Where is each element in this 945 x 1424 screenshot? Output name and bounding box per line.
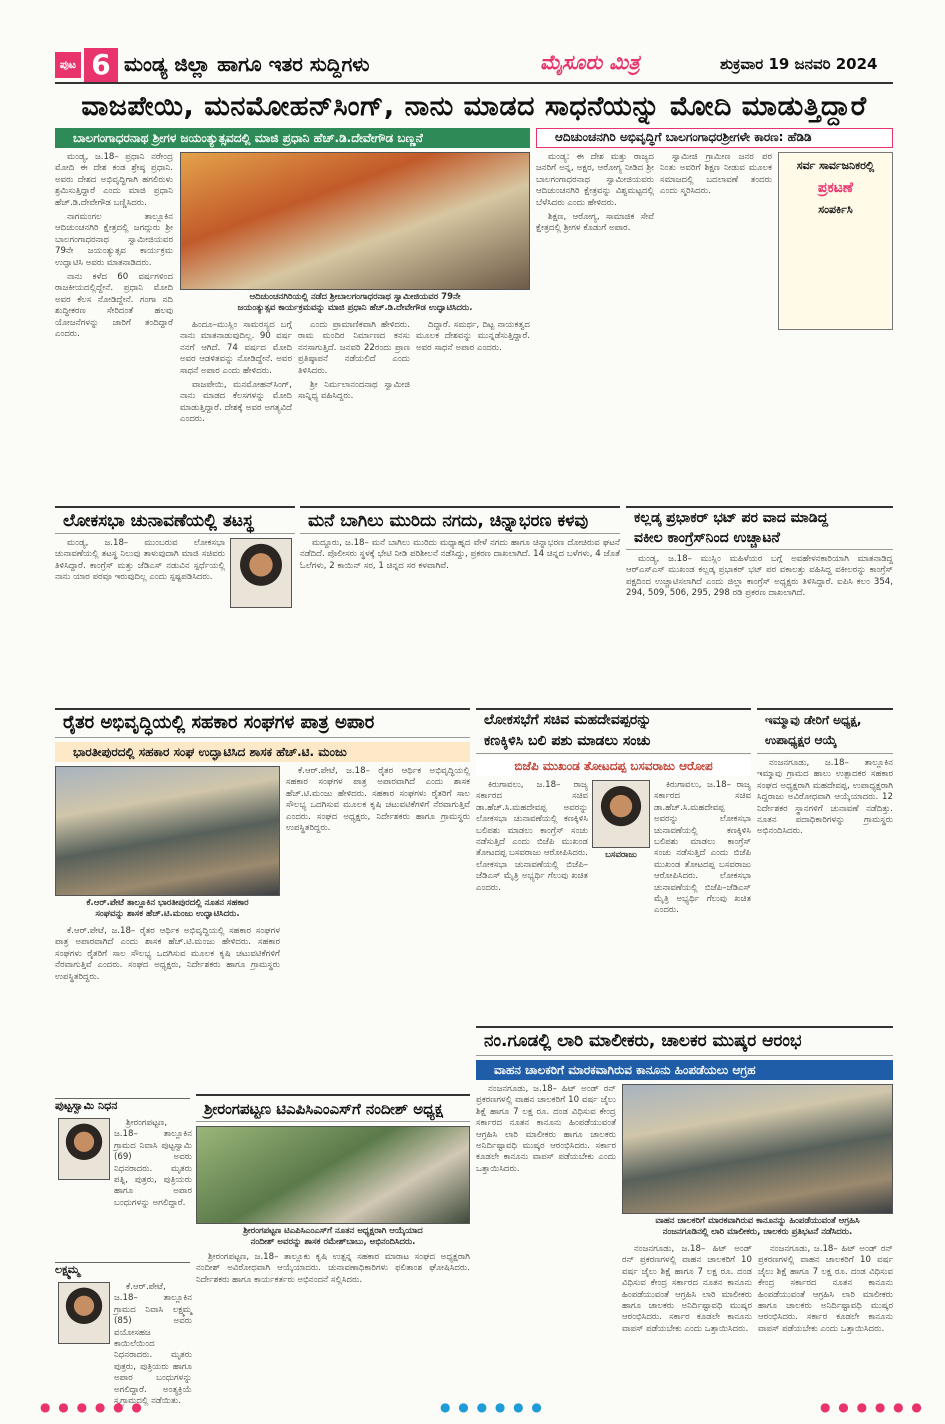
lead-headline: ವಾಜಪೇಯಿ, ಮನಮೋಹನ್‌ಸಿಂಗ್, ನಾನು ಮಾಡದ ಸಾಧನೆಯನ್ನು ಮೋದಿ ಮಾಡುತ್ತಿದ್ದಾರೆ [81,91,867,122]
paragraph: ಮಂಡ್ಯ: ಈ ದೇಶ ಮತ್ತು ರಾಜ್ಯದ ಜನರಿಗೆ ಅನ್ನ, ಅಕ್ಷರ, ಆರೋಗ್ಯ ನೀಡಿದ ಶ್ರೀ ಬಾಲಗಂಗಾಧರನಾಥ ಸ್ವಾಮೀಜಿಯವರು ಆದಿಚುಂಚನಗಿರಿ ಕ್ಷೇತ್ರವನ್ನು ವಿಶ್ವಮಟ್ಟದಲ್ಲಿ ಬೆಳೆಸಿದರು ಎಂದು ಹೇಳಿದರು. [536,152,654,208]
paragraph: ಮಂಡ್ಯ, ಜ.18– ಪ್ರಧಾನಿ ನರೇಂದ್ರ ಮೋದಿ ಈ ದೇಶ ಕಂಡ ಶ್ರೇಷ್ಠ ಪ್ರಧಾನಿ. ಅವರು ದೇಶದ ಅಭಿವೃದ್ಧಿಗಾಗಿ ಹಗಲಿರುಳು ಶ್ರಮಿಸುತ್ತಿದ್ದಾರೆ ಎಂದು ಮಾಜಿ ಪ್ರಧಾನಿ ಹೆಚ್.ಡಿ.ದೇವೇಗೌಡ ಬಣ್ಣಿಸಿದರು. [55,152,173,208]
tapcms-photo-caption [196,1226,470,1250]
obit-1-body [114,1118,192,1258]
printer-marks-center: ● ● ● ● ● ● [440,1400,544,1414]
caption-line: ಸಂಘವನ್ನು ಶಾಸಕ ಹೆಚ್.ಟಿ.ಮಂಜು ಉದ್ಘಾಟಿಸಿದರು. [95,909,240,919]
lead-photo-caption [180,292,530,316]
lead-col-4 [416,320,530,500]
minister-body [476,780,588,1020]
obit-2-body [114,1282,192,1407]
obit-1-portrait [58,1118,110,1180]
coop-photo [55,766,280,896]
strike-photo-caption [622,1216,893,1240]
paragraph: ನಂಜನಗೂಡು, ಜ.18– ಹಿಟ್ ಅಂಡ್ ರನ್ ಪ್ರಕರಣಗಳಲ್ಲಿ ವಾಹನ ಚಾಲಕರಿಗೆ 10 ವರ್ಷ ಜೈಲು ಶಿಕ್ಷೆ ಹಾಗೂ 7 ಲಕ್ಷ ರೂ. ದಂಡ ವಿಧಿಸುವ ಕೇಂದ್ರ ಸರ್ಕಾರದ ನೂತನ ಕಾನೂನು ಹಿಂಪಡೆಯುವಂತೆ ಆಗ್ರಹಿಸಿ ಲಾರಿ ಮಾಲೀಕರು ಹಾಗೂ ಚಾಲಕರು ಅನಿರ್ದಿಷ್ಟಾವಧಿ ಮುಷ್ಕರ ಆರಂಭಿಸಿದರು. ಸರ್ಕಾರ ಕೂಡಲೇ ಕಾನೂನು ವಾಪಸ್ ಪಡೆಯಬೇಕು ಎಂದು ಒತ್ತಾಯಿಸಿದರು. [476,1084,616,1174]
page-label: ಪುಟ [55,52,81,78]
issue-date: ಶುಕ್ರವಾರ 19 ಜನವರಿ 2024 [720,55,878,73]
strike-headline: ನಂ.ಗೂಡಲ್ಲಿ ಲಾರಿ ಮಾಲೀಕರು, ಚಾಲಕರ ಮುಷ್ಕರ ಆರಂಭ [476,1026,893,1056]
paragraph: ಶ್ರೀ ನಿರ್ಮಲಾನಂದನಾಥ ಸ್ವಾಮೀಜಿ ಸಾನ್ನಿಧ್ಯ ವಹಿಸಿದ್ದರು. [298,380,410,402]
theft-body [300,538,620,700]
paragraph: ನಂಜನಗೂಡು, ಜ.18– ಹಿಟ್ ಅಂಡ್ ರನ್ ಪ್ರಕರಣಗಳಲ್ಲಿ ವಾಹನ ಚಾಲಕರಿಗೆ 10 ವರ್ಷ ಜೈಲು ಶಿಕ್ಷೆ ಹಾಗೂ 7 ಲಕ್ಷ ರೂ. ದಂಡ ವಿಧಿಸುವ ಕೇಂದ್ರ ಸರ್ಕಾರದ ನೂತನ ಕಾನೂನು ಹಿಂಪಡೆಯುವಂತೆ ಆಗ್ರಹಿಸಿ ಲಾರಿ ಮಾಲೀಕರು ಹಾಗೂ ಚಾಲಕರು ಅನಿರ್ದಿಷ್ಟಾವಧಿ ಮುಷ್ಕರ ಆರಂಭಿಸಿದರು. ಸರ್ಕಾರ ಕೂಡಲೇ ಕಾನೂನು ವಾಪಸ್ ಪಡೆಯಬೇಕು ಎಂದು ಒತ್ತಾಯಿಸಿದರು. [758,1244,893,1334]
headline-line: ಇಮ್ಮಾವು ಡೇರಿಗೆ ಅಧ್ಯಕ್ಷ, [765,713,862,727]
ad-line: ಸರ್ವ ಸಾರ್ವಜನಿಕರಲ್ಲಿ [796,159,875,172]
paragraph: ಕೆ.ಆರ್.ಪೇಟೆ, ಜ.18– ರೈತರ ಆರ್ಥಿಕ ಅಭಿವೃದ್ಧಿಯಲ್ಲಿ ಸಹಕಾರ ಸಂಘಗಳ ಪಾತ್ರ ಅಪಾರವಾಗಿದೆ ಎಂದು ಶಾಸಕ ಹೆಚ್.ಟಿ.ಮಂಜು ಹೇಳಿದರು. ಸಹಕಾರ ಸಂಘಗಳು ರೈತರಿಗೆ ಸಾಲ ಸೌಲಭ್ಯ ಒದಗಿಸುವ ಮೂಲಕ ಕೃಷಿ ಚಟುವಟಿಕೆಗಳಿಗೆ ನೆರವಾಗುತ್ತಿವೆ ಎಂದರು. ಸಂಘದ ಅಧ್ಯಕ್ಷರು, ನಿರ್ದೇಶಕರು ಹಾಗೂ ಗ್ರಾಮಸ್ಥರು ಉಪಸ್ಥಿತರಿದ್ದರು. [286,766,470,834]
headline-line: ಕಣಕ್ಕಿಳಿಸಿ ಬಲಿ ಪಶು ಮಾಡಲು ಸಂಚು [484,733,651,749]
lead-col-5 [536,152,654,500]
strike-photo [622,1084,893,1214]
strike-subhead: ವಾಹನ ಚಾಲಕರಿಗೆ ಮಾರಕವಾಗಿರುವ ಕಾನೂನು ಹಿಂಪಡೆಯಲು ಆಗ್ರಹ [476,1060,893,1080]
paragraph: ಕೆ.ಆರ್.ಪೇಟೆ, ಜ.18– ರೈತರ ಆರ್ಥಿಕ ಅಭಿವೃದ್ಧಿಯಲ್ಲಿ ಸಹಕಾರ ಸಂಘಗಳ ಪಾತ್ರ ಅಪಾರವಾಗಿದೆ ಎಂದು ಶಾಸಕ ಹೆಚ್.ಟಿ.ಮಂಜು ಹೇಳಿದರು. ಸಹಕಾರ ಸಂಘಗಳು ರೈತರಿಗೆ ಸಾಲ ಸೌಲಭ್ಯ ಒದಗಿಸುವ ಮೂಲಕ ಕೃಷಿ ಚಟುವಟಿಕೆಗಳಿಗೆ ನೆರವಾಗುತ್ತಿವೆ ಎಂದರು. ಸಂಘದ ಅಧ್ಯಕ್ಷರು, ನಿರ್ದೇಶಕರು ಹಾಗೂ ಗ್ರಾಮಸ್ಥರು ಉಪಸ್ಥಿತರಿದ್ದರು. [55,926,280,982]
lead-col-2 [180,320,292,500]
paragraph: ಕಿರುಗಾವಲು, ಜ.18– ರಾಜ್ಯ ಸರ್ಕಾರದ ಸಚಿವ ಡಾ.ಹೆಚ್.ಸಿ.ಮಹದೇವಪ್ಪ ಅವರನ್ನು ಲೋಕಸಭಾ ಚುನಾವಣೆಯಲ್ಲಿ ಕಣಕ್ಕಿಳಿಸಿ ಬಲಿಪಶು ಮಾಡಲು ಕಾಂಗ್ರೆಸ್ ಸಂಚು ನಡೆಸುತ್ತಿದೆ ಎಂದು ಬಿಜೆಪಿ ಮುಖಂಡ ತೋಟದಪ್ಪ ಬಸವರಾಜು ಆರೋಪಿಸಿದರು. ಲೋಕಸಭಾ ಚುನಾವಣೆಯಲ್ಲಿ ಬಿಜೆಪಿ–ಜೆಡಿಎಸ್ ಮೈತ್ರಿ ಅಭ್ಯರ್ಥಿ ಗೆಲುವು ಖಚಿತ ಎಂದರು. [654,780,751,916]
paragraph: ನಂಜನಗೂಡು, ಜ.18– ತಾಲ್ಲೂಕಿನ ಇಮ್ಮಾವು ಗ್ರಾಮದ ಹಾಲು ಉತ್ಪಾದಕರ ಸಹಕಾರ ಸಂಘದ ಅಧ್ಯಕ್ಷರಾಗಿ ಮಹದೇವಪ್ಪ, ಉಪಾಧ್ಯಕ್ಷರಾಗಿ ಸಿದ್ದರಾಜು ಅವಿರೋಧವಾಗಿ ಆಯ್ಕೆಯಾದರು. 12 ನಿರ್ದೇಶಕರ ಸ್ಥಾನಗಳಿಗೆ ಚುನಾವಣೆ ನಡೆದಿತ್ತು. ನೂತನ ಪದಾಧಿಕಾರಿಗಳನ್ನು ಗ್ರಾಮಸ್ಥರು ಅಭಿನಂದಿಸಿದರು. [757,758,893,837]
caption-line: ನಂದೀಶ್ ಅವರನ್ನು ಶಾಸಕ ರಮೇಶ್‌ಬಾಬು, ಅಭಿನಂದಿಸಿದರು. [250,1237,416,1247]
lead-col-3 [298,320,410,500]
coop-body [286,766,470,1091]
brand-logo: ಮೈಸೂರು ಮಿತ್ರ [540,50,640,74]
loksabha-portrait [230,538,292,608]
minister-photo-label: ಬಸವರಾಜು [605,850,637,860]
lead-photo [180,152,530,290]
caption-line: ಶ್ರೀರಂಗಪಟ್ಟಣ ಟಿಎಪಿಸಿಎಂಎಸ್‌ಗೆ ನೂತನ ಅಧ್ಯಕ್ಷರಾಗಿ ಆಯ್ಕೆಯಾದ [243,1226,423,1236]
paragraph: ನಂಜನಗೂಡು, ಜ.18– ಹಿಟ್ ಅಂಡ್ ರನ್ ಪ್ರಕರಣಗಳಲ್ಲಿ ವಾಹನ ಚಾಲಕರಿಗೆ 10 ವರ್ಷ ಜೈಲು ಶಿಕ್ಷೆ ಹಾಗೂ 7 ಲಕ್ಷ ರೂ. ದಂಡ ವಿಧಿಸುವ ಕೇಂದ್ರ ಸರ್ಕಾರದ ನೂತನ ಕಾನೂನು ಹಿಂಪಡೆಯುವಂತೆ ಆಗ್ರಹಿಸಿ ಲಾರಿ ಮಾಲೀಕರು ಹಾಗೂ ಚಾಲಕರು ಅನಿರ್ದಿಷ್ಟಾವಧಿ ಮುಷ್ಕರ ಆರಂಭಿಸಿದರು. ಸರ್ಕಾರ ಕೂಡಲೇ ಕಾನೂನು ವಾಪಸ್ ಪಡೆಯಬೇಕು ಎಂದು ಒತ್ತಾಯಿಸಿದರು. [622,1244,752,1334]
paragraph: ಮದ್ದೂರು, ಜ.18– ಮನೆ ಬಾಗಿಲು ಮುರಿದು ಮಧ್ಯಾಹ್ನದ ವೇಳೆ ನಗದು ಹಾಗೂ ಚಿನ್ನಾಭರಣ ದೋಚಿರುವ ಘಟನೆ ನಡೆದಿದೆ. ಪೊಲೀಸರು ಸ್ಥಳಕ್ಕೆ ಭೇಟಿ ನೀಡಿ ಪರಿಶೀಲನೆ ನಡೆಸಿದ್ದು, ಪ್ರಕರಣ ದಾಖಲಾಗಿದೆ. 14 ಚಿನ್ನದ ಬಳೆಗಳು, 4 ಜೊತೆ ಓಲೆಗಳು, 2 ಕಾಯಿನ್ ಸರ, 1 ಚಿನ್ನದ ಸರ ಕಳವಾಗಿವೆ. [300,538,620,571]
lead-subhead: ಬಾಲಗಂಗಾಧರನಾಥ ಶ್ರೀಗಳ ಜಯಂತ್ಯುತ್ಸವದಲ್ಲಿ ಮಾಜಿ ಪ್ರಧಾನಿ ಹೆಚ್.ಡಿ.ದೇವೇಗೌಡ ಬಣ್ಣನೆ [55,128,530,148]
election-headline [757,708,893,754]
paragraph: ಕೆ.ಆರ್.ಪೇಟೆ, ಜ.18– ತಾಲ್ಲೂಕಿನ ಗ್ರಾಮದ ನಿವಾಸಿ ಲಕ್ಷ್ಮಮ್ಮ (85) ಅವರು ವಯೋಸಹಜ ಕಾಯಿಲೆಯಿಂದ ನಿಧನರಾದರು. ಮೃತರು ಪುತ್ರರು, ಪುತ್ರಿಯರು ಹಾಗೂ ಅಪಾರ ಬಂಧುಗಳನ್ನು ಅಗಲಿದ್ದಾರೆ. ಅಂತ್ಯಕ್ರಿಯೆ ಸ್ವಗ್ರಾಮದಲ್ಲಿ ನಡೆಯಿತು. [114,1282,192,1407]
caption-line: ಜಯಂತ್ಯುತ್ಸವ ಕಾರ್ಯಕ್ರಮವನ್ನು ಮಾಜಿ ಪ್ರಧಾನಿ ಹೆಚ್.ಡಿ.ದೇವೇಗೌಡ ಉದ್ಘಾಟಿಸಿದರು. [237,303,473,313]
loksabha-body [55,538,225,700]
paragraph: ನಾನು ಕಳೆದ 60 ವರ್ಷಗಳಿಂದ ರಾಜಕೀಯದಲ್ಲಿದ್ದೇನೆ. ಪ್ರಧಾನಿ ಮೋದಿ ಅವರ ಕೆಲಸ ನೋಡಿದ್ದೇನೆ. ಗಂಗಾ ನದಿ ಶುದ್ಧೀಕರಣ ಸೇರಿದಂತೆ ಹಲವು ಯೋಜನೆಗಳನ್ನು ಜಾರಿಗೆ ತಂದಿದ್ದಾರೆ ಎಂದರು. [55,272,173,340]
headline-line: ಉಪಾಧ್ಯಕ್ಷರ ಆಯ್ಕೆ [765,733,837,747]
paragraph: ಶ್ರೀರಂಗಪಟ್ಟಣ, ಜ.18– ತಾಲ್ಲೂಕಿನ ಗ್ರಾಮದ ನಿವಾಸಿ ಪುಟ್ಟಸ್ವಾಮಿ (69) ಅವರು ನಿಧನರಾದರು. ಮೃತರು ಪತ್ನಿ, ಪುತ್ರರು, ಪುತ್ರಿಯರು ಹಾಗೂ ಅಪಾರ ಬಂಧುಗಳನ್ನು ಅಗಲಿದ್ದಾರೆ. [114,1118,192,1208]
tapcms-photo [196,1126,470,1224]
paragraph: ದಿದ್ದಾರೆ. ಸಮರ್ಥ, ದಿಟ್ಟ ನಾಯಕತ್ವದ ಮೂಲಕ ದೇಶವನ್ನು ಮುನ್ನಡೆಸುತ್ತಿದ್ದಾರೆ. ಅವರ ಸಾಧನೆ ಅಪಾರ ಎಂದರು. [416,320,530,353]
paragraph: ಎಂದು ಪ್ರಾಮಾಣಿಕವಾಗಿ ಹೇಳಿದರು. ರಾಮ ಮಂದಿರ ನಿರ್ಮಾಣದ ಕನಸು ನನಸಾಗುತ್ತಿದೆ. ಜನವರಿ 22ರಂದು ಪ್ರಾಣ ಪ್ರತಿಷ್ಠಾಪನೆ ನಡೆಯಲಿದೆ ಎಂದು ತಿಳಿಸಿದರು. [298,320,410,376]
obit-1-headline: ಪುಟ್ಟಸ್ವಾಮಿ ನಿಧನ [55,1098,190,1114]
paragraph: ಮಂಡ್ಯ, ಜ.18– ಮುಸ್ಲಿಂ ಮಹಿಳೆಯರ ಬಗ್ಗೆ ಅವಹೇಳನಕಾರಿಯಾಗಿ ಮಾತನಾಡಿದ್ದ ಆರ್‌ಎಸ್‌ಎಸ್ ಮುಖಂಡ ಕಲ್ಲಡ್ಕ ಪ್ರಭಾಕರ್ ಭಟ್ ಪರ ವಕಾಲತ್ತು ವಹಿಸಿದ್ದ ವಕೀಲರನ್ನು ಕಾಂಗ್ರೆಸ್ ಪಕ್ಷದಿಂದ ಉಚ್ಚಾಟಿಸಲಾಗಿದೆ ಎಂದು ಜಿಲ್ಲಾ ಕಾಂಗ್ರೆಸ್ ಅಧ್ಯಕ್ಷರು ತಿಳಿಸಿದ್ದಾರೆ. ಐಪಿಸಿ ಕಲಂ 354, 294, 509, 506, 295, 298 ರಡಿ ಪ್ರಕರಣ ದಾಖಲಾಗಿದೆ. [626,554,893,599]
tapcms-headline: ಶ್ರೀರಂಗಪಟ್ಟಣ ಟಿಎಪಿಸಿಎಂಎಸ್‌ಗೆ ನಂದೀಶ್ ಅಧ್ಯಕ್ಷ [196,1094,470,1122]
paragraph: ನಾಗಮಂಗಲ ತಾಲ್ಲೂಕಿನ ಆದಿಚುಂಚನಗಿರಿ ಕ್ಷೇತ್ರದಲ್ಲಿ ಜಗದ್ಗುರು ಶ್ರೀ ಬಾಲಗಂಗಾಧರನಾಥ ಸ್ವಾಮೀಜಿಯವರ 79ನೇ ಜಯಂತ್ಯುತ್ಸವ ಕಾರ್ಯಕ್ರಮ ಉದ್ಘಾಟಿಸಿ ಅವರು ಮಾತನಾಡಿದರು. [55,212,173,268]
minister-headline [476,708,751,754]
printer-marks-left: ● ● ● ● ● ● [40,1400,144,1414]
paragraph: ಮಂಡ್ಯ, ಜ.18– ಮುಂಬರುವ ಲೋಕಸಭಾ ಚುನಾವಣೆಯಲ್ಲಿ ತಟಸ್ಥ ನಿಲುವು ತಾಳುವುದಾಗಿ ಮಾಜಿ ಸಚಿವರು ತಿಳಿಸಿದ್ದಾರೆ. ಕಾಂಗ್ರೆಸ್ ಮತ್ತು ಜೆಡಿಎಸ್ ನಡುವಿನ ಸ್ಪರ್ಧೆಯಲ್ಲಿ ನಾನು ಯಾರ ಪರವೂ ಇರುವುದಿಲ್ಲ ಎಂದು ಸ್ಪಷ್ಟಪಡಿಸಿದರು. [55,538,225,583]
caption-line: ನಂಜನಗೂಡಿನಲ್ಲಿ ಲಾರಿ ಮಾಲೀಕರು, ಚಾಲಕರು ಪ್ರತಿಭಟನೆ ನಡೆಸಿದರು. [662,1227,853,1237]
strike-body-cont [622,1244,752,1392]
headline-line: ಕಲ್ಲಡ್ಕ ಪ್ರಭಾಕರ್ ಭಟ್ ಪರ ವಾದ ಮಾಡಿದ್ದ [634,510,829,526]
ad-line: ಸಂಪರ್ಕಿಸಿ [818,203,853,216]
section-title: ಮಂಡ್ಯ ಜಿಲ್ಲಾ ಹಾಗೂ ಇತರ ಸುದ್ದಿಗಳು [124,52,370,76]
paragraph: ಶ್ರೀರಂಗಪಟ್ಟಣ, ಜ.18– ತಾಲ್ಲೂಕು ಕೃಷಿ ಉತ್ಪನ್ನ ಸಹಕಾರ ಮಾರಾಟ ಸಂಘದ ಅಧ್ಯಕ್ಷರಾಗಿ ನಂದೀಶ್ ಅವಿರೋಧವಾಗಿ ಆಯ್ಕೆಯಾದರು. ಚುನಾವಣಾಧಿಕಾರಿಗಳು ಫಲಿತಾಂಶ ಘೋಷಿಸಿದರು. ನಿರ್ದೇಶಕರು ಹಾಗೂ ಕಾರ್ಯಕರ್ತರು ಅಭಿನಂದನೆ ಸಲ್ಲಿಸಿದರು. [196,1252,470,1285]
lawyer-headline [626,506,893,550]
obit-2-headline: ಲಕ್ಷ್ಮಮ್ಮ [55,1262,190,1278]
headline-line: ವಕೀಲ ಕಾಂಗ್ರೆಸ್‌ನಿಂದ ಉಚ್ಚಾಟನೆ [634,530,780,546]
ad-box [778,152,893,330]
strike-body-cont-2 [758,1244,893,1392]
minister-body-cont [654,780,751,1020]
paragraph: ಹಿಂದೂ–ಮುಸ್ಲಿಂ ಸಾಮರಸ್ಯದ ಬಗ್ಗೆ ನಾನು ಮಾತನಾಡುವುದಿಲ್ಲ. 90 ವರ್ಷ ನನಗೆ ಆಗಿದೆ. 74 ವರ್ಷದ ಮೋದಿ ಅವರ ಆಡಳಿತವನ್ನು ನೋಡಿದ್ದೇನೆ. ಅವರ ಸಾಧನೆ ಅಪಾರ ಎಂದು ಹೇಳಿದರು. [180,320,292,376]
loksabha-headline: ಲೋಕಸಭಾ ಚುನಾವಣೆಯಲ್ಲಿ ತಟಸ್ಥ [55,506,295,534]
lead-side-subhead: ಆದಿಚುಂಚನಗಿರಿ ಅಭಿವೃದ್ಧಿಗೆ ಬಾಲಗಂಗಾಧರಶ್ರೀಗಳೇ ಕಾರಣ: ಹೆಡಿಡಿ [536,128,893,148]
lead-col-6 [660,152,772,500]
printer-marks-right: ● ● ● ● ● ● [820,1400,924,1414]
caption-line: ವಾಹನ ಚಾಲಕರಿಗೆ ಮಾರಕವಾಗಿರುವ ಕಾನೂನನ್ನು ಹಿಂಪಡೆಯುವಂತೆ ಆಗ್ರಹಿಸಿ [655,1216,860,1226]
paragraph: ಶಿಕ್ಷಣ, ಆರೋಗ್ಯ, ಸಾಮಾಜಿಕ ಸೇವೆ ಕ್ಷೇತ್ರದಲ್ಲಿ ಶ್ರೀಗಳ ಕೊಡುಗೆ ಅಪಾರ. [536,212,654,234]
ad-line: ಪ್ರಕಟಣೆ [817,180,854,196]
election-body [757,758,893,1020]
caption-line: ಕೆ.ಆರ್.ಪೇಟೆ ತಾಲ್ಲೂಕಿನ ಭಾರತೀಪುರದಲ್ಲಿ ನೂತನ ಸಹಕಾರ [86,898,249,908]
lawyer-body [626,554,893,700]
tapcms-body [196,1252,470,1392]
strike-body [476,1084,616,1392]
theft-headline: ಮನೆ ಬಾಗಿಲು ಮುರಿದು ನಗದು, ಚಿನ್ನಾಭರಣ ಕಳವು [300,506,620,534]
headline-line: ಲೋಕಸಭೆಗೆ ಸಚಿವ ಮಹದೇವಪ್ಪರನ್ನು [484,712,652,728]
paragraph: ವಾಜಪೇಯಿ, ಮನಮೋಹನ್‌ಸಿಂಗ್, ನಾನು ಮಾಡದ ಕೆಲಸಗಳನ್ನು ಮೋದಿ ಮಾಡುತ್ತಿದ್ದಾರೆ. ದೇಶಕ್ಕೆ ಅವರ ಅಗತ್ಯವಿದೆ ಎಂದರು. [180,380,292,425]
coop-body-cont [55,926,280,1091]
minister-subhead: ಬಿಜೆಪಿ ಮುಖಂಡ ತೋಟದಪ್ಪ ಬಸವರಾಜು ಆರೋಪ [476,756,751,776]
paragraph: ಕಿರುಗಾವಲು, ಜ.18– ರಾಜ್ಯ ಸರ್ಕಾರದ ಸಚಿವ ಡಾ.ಹೆಚ್.ಸಿ.ಮಹದೇವಪ್ಪ ಅವರನ್ನು ಲೋಕಸಭಾ ಚುನಾವಣೆಯಲ್ಲಿ ಕಣಕ್ಕಿಳಿಸಿ ಬಲಿಪಶು ಮಾಡಲು ಕಾಂಗ್ರೆಸ್ ಸಂಚು ನಡೆಸುತ್ತಿದೆ ಎಂದು ಬಿಜೆಪಿ ಮುಖಂಡ ತೋಟದಪ್ಪ ಬಸವರಾಜು ಆರೋಪಿಸಿದರು. ಲೋಕಸಭಾ ಚುನಾವಣೆಯಲ್ಲಿ ಬಿಜೆಪಿ–ಜೆಡಿಎಸ್ ಮೈತ್ರಿ ಅಭ್ಯರ್ಥಿ ಗೆಲುವು ಖಚಿತ ಎಂದರು. [476,780,588,893]
coop-subhead: ಭಾರತೀಪುರದಲ್ಲಿ ಸಹಕಾರ ಸಂಘ ಉದ್ಘಾಟಿಸಿದ ಶಾಸಕ ಹೆಚ್.ಟಿ. ಮಂಜು [55,742,470,762]
page-number: 6 [84,48,118,82]
minister-portrait [592,780,650,848]
lead-col-1 [55,152,173,500]
paragraph: ಸ್ವಾಮೀಜಿ ಗ್ರಾಮೀಣ ಜನರ ಪರ ನಿಂತು ಅವರಿಗೆ ಶಿಕ್ಷಣ ನೀಡುವ ಮೂಲಕ ಸಮಾಜದಲ್ಲಿ ಬದಲಾವಣೆ ತಂದರು ಎಂದು ಸ್ಮರಿಸಿದರು. [660,152,772,197]
coop-photo-caption [55,898,280,922]
caption-line: ಆದಿಚುಂಚನಗಿರಿಯಲ್ಲಿ ನಡೆದ ಶ್ರೀಬಾಲಗಂಗಾಧರನಾಥ ಸ್ವಾಮೀಜಿಯವರ 79ನೇ [249,292,461,302]
coop-headline: ರೈತರ ಅಭಿವೃದ್ಧಿಯಲ್ಲಿ ಸಹಕಾರ ಸಂಘಗಳ ಪಾತ್ರ ಅಪಾರ [55,708,470,738]
obit-2-portrait [58,1282,110,1344]
